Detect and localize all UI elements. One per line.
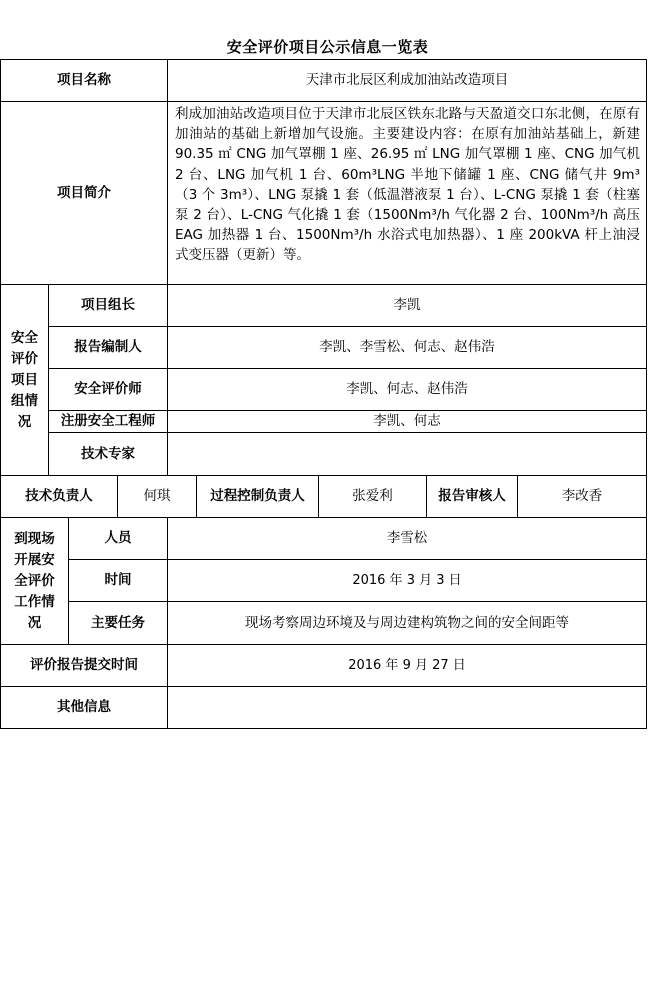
other-info-value bbox=[168, 687, 646, 728]
onsite-label-line: 况 bbox=[27, 614, 42, 631]
report-reviewer-value: 李改香 bbox=[561, 488, 603, 504]
onsite-section-label bbox=[1, 518, 68, 644]
main-task-value: 现场考察周边环境及与周边建构筑物之间的安全间距等 bbox=[245, 614, 569, 631]
registered-engineer-label: 注册安全工程师 bbox=[60, 413, 156, 429]
project-intro-label: 项目简介 bbox=[57, 184, 111, 201]
team-label-line: 组情 bbox=[11, 392, 38, 409]
submit-time-label: 评价报告提交时间 bbox=[30, 657, 138, 673]
team-leader-label: 项目组长 bbox=[81, 297, 135, 313]
team-label-line: 评价 bbox=[11, 350, 38, 367]
submit-time-value: 2016 年 9 月 27 日 bbox=[348, 658, 466, 673]
report-author-label: 报告编制人 bbox=[74, 339, 142, 355]
team-label-line: 项目 bbox=[11, 371, 38, 388]
registered-engineer-value: 李凯、何志 bbox=[373, 413, 441, 429]
onsite-label-line: 工作情 bbox=[14, 593, 55, 610]
safety-assessor-value: 李凯、何志、赵伟浩 bbox=[346, 381, 468, 397]
team-section-label bbox=[1, 285, 48, 475]
onsite-personnel-label: 人员 bbox=[104, 530, 132, 546]
project-name-label: 项目名称 bbox=[57, 72, 111, 88]
team-label-line: 安全 bbox=[11, 329, 38, 346]
tech-lead-value: 何琪 bbox=[143, 488, 171, 504]
process-control-label: 过程控制负责人 bbox=[210, 488, 305, 504]
main-task-label: 主要任务 bbox=[91, 614, 145, 631]
process-control-value: 张爱利 bbox=[352, 488, 393, 504]
onsite-time-label: 时间 bbox=[104, 572, 132, 588]
onsite-label-line: 全评价 bbox=[14, 572, 55, 589]
team-label-line: 况 bbox=[17, 413, 32, 430]
other-info-label: 其他信息 bbox=[57, 699, 111, 715]
report-reviewer-label: 报告审核人 bbox=[438, 488, 506, 504]
tech-expert-label: 技术专家 bbox=[81, 445, 135, 462]
onsite-label-line: 到现场 bbox=[14, 530, 55, 547]
report-author-value: 李凯、李雪松、何志、赵伟浩 bbox=[319, 339, 495, 355]
safety-assessor-label: 安全评价师 bbox=[74, 381, 142, 397]
onsite-personnel-value: 李雪松 bbox=[386, 530, 428, 546]
tech-lead-label: 技术负责人 bbox=[25, 488, 93, 504]
onsite-label-line: 开展安 bbox=[14, 551, 55, 568]
page-title: 安全评价项目公示信息一览表 bbox=[226, 38, 429, 56]
tech-expert-value bbox=[168, 433, 646, 475]
team-leader-value: 李凯 bbox=[393, 297, 421, 313]
onsite-time-value: 2016 年 3 月 3 日 bbox=[352, 573, 462, 588]
project-intro-value: 利成加油站改造项目位于天津市北辰区铁东北路与天盈道交口东北侧，在原有加油站的基础上新增加气设施。主要建设内容：在原有加油站基础上，新建 90.35 ㎡ CNG 加气罩棚 1 座、26.95 ㎡ LNG 加气罩棚 1 座、CNG 加气机 2 台、LNG 加气机 1 台、60m³LNG 半地下储罐 1 座、CNG 储气井 9m³（3 个 3m³）、LNG 泵撬 1 套（低温潜液泵 1 台）、L-CNG 泵撬 1 套（柱塞泵 2 台）、L-CNG 气化撬 1 套（1500Nm³/h 气化器 2 台、100Nm³/h 高压 EAG 加热器 1 台、1500Nm³/h 水浴式电加热器）、1 座 200kVA 杆上油浸式变压器（更新）等。 bbox=[175, 106, 640, 264]
project-name-value: 天津市北辰区利成加油站改造项目 bbox=[305, 72, 509, 88]
